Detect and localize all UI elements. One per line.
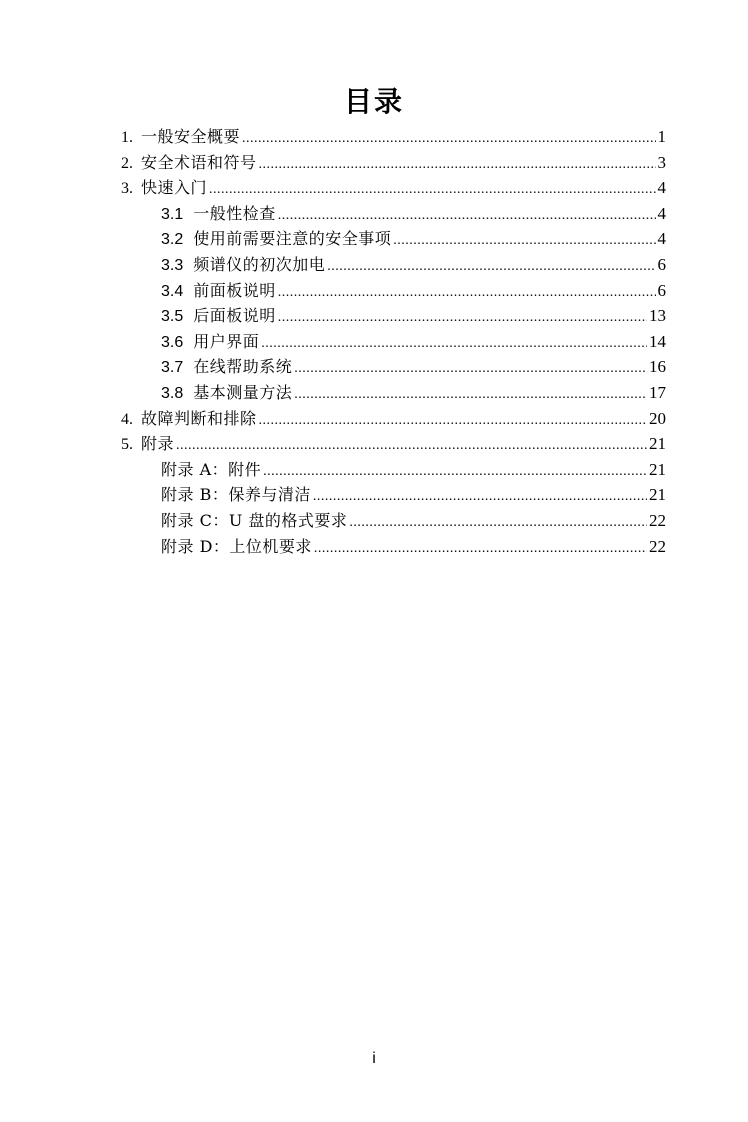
toc-entry-label: 安全术语和符号 [141, 152, 257, 172]
toc-entry-page: 4 [657, 178, 666, 198]
toc-dot-leader [393, 228, 655, 254]
toc-subentry[interactable] [121, 380, 666, 406]
toc-entry-label: 快速入门 [141, 178, 208, 198]
toc-entry-label: 附录 [141, 434, 175, 454]
toc-entry-label: 使用前需要注意的安全事项 [193, 229, 392, 249]
toc-dot-leader [278, 305, 647, 331]
toc-entry[interactable] [121, 406, 666, 432]
toc-subentry-appendix[interactable] [121, 457, 666, 483]
toc-dot-leader [327, 254, 655, 280]
toc-dot-leader [263, 459, 647, 485]
toc-entry-page: 22 [649, 536, 666, 556]
toc-entry-page: 1 [657, 127, 666, 146]
toc-dot-leader [314, 536, 647, 562]
toc-entry-label: 附录 A：附件 [161, 459, 262, 479]
toc-entry-number: 5. [121, 436, 133, 454]
toc-dot-leader [349, 510, 647, 536]
toc-entry-number: 2. [121, 154, 133, 172]
toc-entry-number: 1. [121, 129, 133, 146]
toc-entry-page: 14 [649, 331, 666, 351]
toc-subentry[interactable] [121, 329, 666, 355]
toc-subentry[interactable] [121, 303, 666, 329]
footer-page-number: i [372, 1050, 376, 1067]
toc-dot-leader [278, 203, 656, 229]
toc-entry-label: 用户界面 [193, 331, 260, 351]
toc-entry-label: 一般性检查 [193, 203, 276, 223]
toc-dot-leader [176, 433, 647, 459]
toc-dot-leader [313, 484, 647, 510]
toc-entry-number: 3.7 [161, 359, 184, 377]
toc-dot-leader [278, 280, 656, 306]
toc-subentry[interactable] [121, 226, 666, 252]
toc-entry-label: 前面板说明 [193, 280, 276, 300]
table-of-contents [121, 124, 666, 559]
toc-dot-leader [209, 177, 655, 203]
toc-entry-page: 4 [657, 203, 666, 223]
toc-subentry[interactable] [121, 252, 666, 278]
toc-entry-page: 3 [657, 152, 666, 172]
toc-entry[interactable] [121, 150, 666, 176]
toc-entry-page: 6 [657, 280, 666, 300]
toc-entry-page: 13 [649, 306, 666, 326]
toc-dot-leader [261, 331, 647, 357]
toc-entry-page: 17 [649, 382, 666, 402]
toc-entry-number: 3.8 [161, 384, 184, 402]
toc-subentry[interactable] [121, 354, 666, 380]
toc-entry-number: 3.6 [161, 333, 184, 351]
toc-entry-number: 3. [121, 180, 133, 198]
toc-dot-leader [259, 408, 647, 434]
toc-entry-page: 20 [649, 408, 666, 428]
toc-entry-page: 21 [649, 485, 666, 505]
toc-entry-number: 3.3 [161, 256, 184, 274]
toc-entry-label: 基本测量方法 [193, 382, 293, 402]
toc-entry-label: 附录 B：保养与清洁 [161, 485, 311, 505]
toc-subentry-appendix[interactable] [121, 482, 666, 508]
toc-entry-number: 3.1 [161, 205, 184, 223]
toc-entry[interactable] [121, 431, 666, 457]
toc-entry-number: 3.5 [161, 308, 184, 326]
toc-entry-number: 3.2 [161, 231, 184, 249]
toc-entry-page: 22 [649, 510, 666, 530]
toc-entry-page: 4 [657, 229, 666, 249]
toc-dot-leader [259, 152, 656, 178]
toc-entry[interactable] [121, 175, 666, 201]
toc-entry-page: 6 [657, 254, 666, 274]
toc-entry-label: 在线帮助系统 [193, 357, 293, 377]
toc-entry-number: 4. [121, 410, 133, 428]
page-title: 目录 [343, 85, 404, 118]
toc-dot-leader [294, 382, 647, 408]
toc-dot-leader [242, 126, 655, 152]
toc-entry-page: 21 [649, 434, 666, 454]
toc-subentry[interactable] [121, 278, 666, 304]
toc-entry-page: 16 [649, 357, 666, 377]
toc-entry-page: 21 [649, 459, 666, 479]
toc-entry-number: 3.4 [161, 282, 184, 300]
toc-entry-label: 一般安全概要 [141, 127, 241, 146]
toc-dot-leader [294, 356, 647, 382]
toc-entry-label: 附录 D：上位机要求 [161, 536, 312, 556]
toc-entry[interactable] [121, 124, 666, 150]
toc-subentry-appendix[interactable] [121, 508, 666, 534]
toc-subentry-appendix[interactable] [121, 534, 666, 560]
toc-entry-label: 故障判断和排除 [141, 408, 257, 428]
toc-entry-label: 频谱仪的初次加电 [193, 254, 326, 274]
toc-entry-label: 附录 C：U 盘的格式要求 [161, 510, 348, 530]
toc-subentry[interactable] [121, 201, 666, 227]
toc-entry-label: 后面板说明 [193, 306, 276, 326]
